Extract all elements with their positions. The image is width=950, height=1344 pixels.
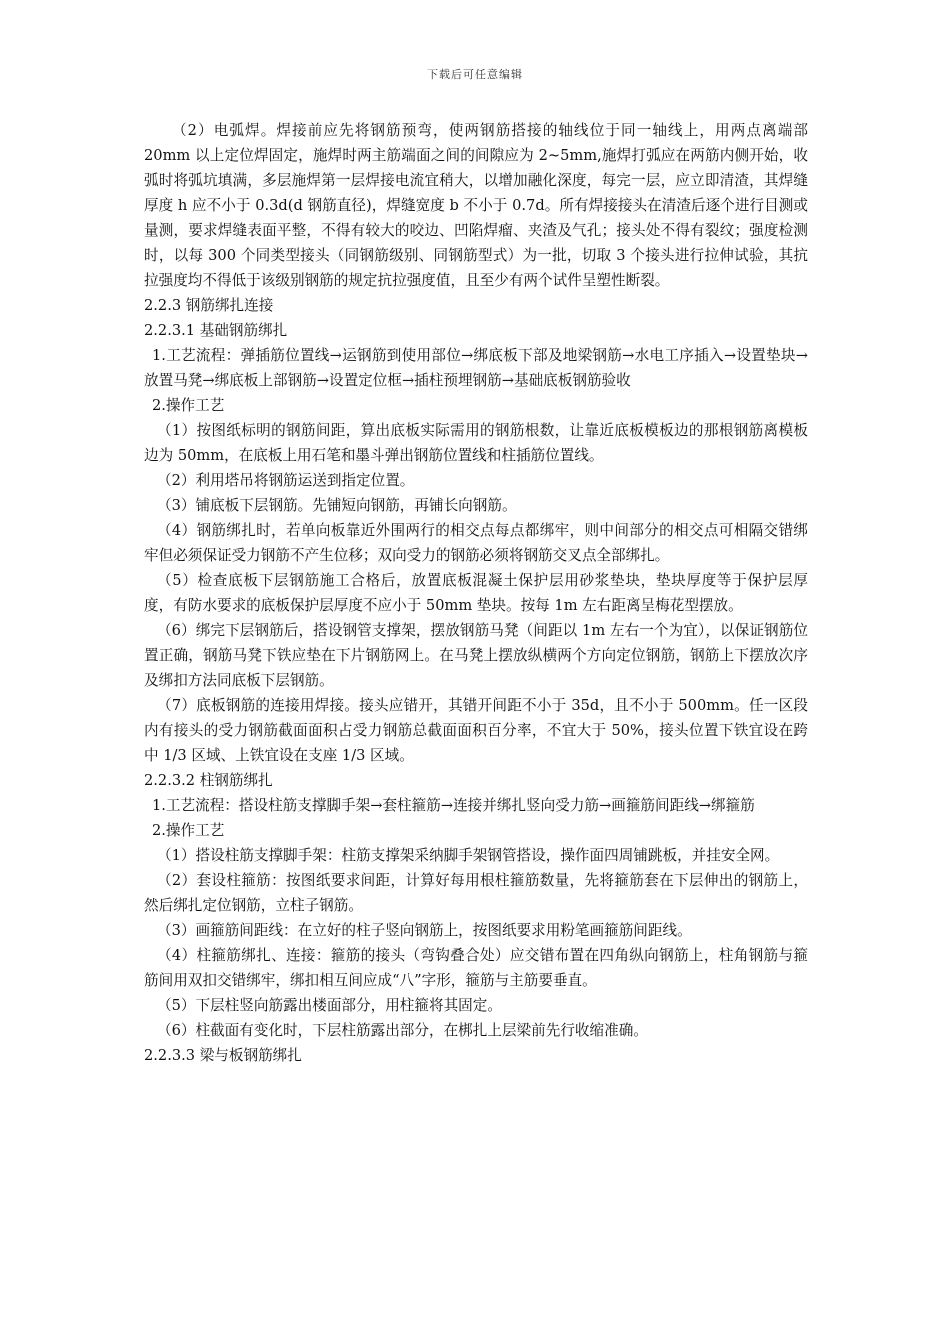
process-flow-column: 1.工艺流程：搭设柱筋支撑脚手架→套柱箍筋→连接并绑扎竖向受力筋→画箍筋间距线→绑箍筋 [152,797,755,814]
operation-heading: 2.操作工艺 [152,822,225,839]
document-body [144,118,808,1068]
list-item: （3）铺底板下层钢筋。先铺短向钢筋，再铺长向钢筋。 [157,497,517,514]
list-item: （1）搭设柱筋支撑脚手架：柱筋支撑架采纳脚手架钢管搭设，操作面四周铺跳板，并挂安全网。 [157,847,780,864]
list-item: （6）绑完下层钢筋后，搭设钢管支撑架，摆放钢筋马凳（间距以 1m 左右一个为宜），以保证钢筋位置正确，钢筋马凳下铁应垫在下片钢筋网上。在马凳上摆放纵横两个方向定位钢筋，钢筋上下摆放次序及绑扣方法同底板下层钢筋。 [144,622,808,689]
list-item: （5）下层柱竖向筋露出楼面部分，用柱箍将其固定。 [157,997,502,1014]
page-header: 下载后可任意编辑 [427,68,523,81]
list-item: （3）画箍筋间距线：在立好的柱子竖向钢筋上，按图纸要求用粉笔画箍筋间距线。 [157,922,692,939]
subsection-heading-2-2-3-2: 2.2.3.2 柱钢筋绑扎 [144,772,273,789]
list-item: （4）柱箍筋绑扎、连接：箍筋的接头（弯钩叠合处）应交错布置在四角纵向钢筋上，柱角钢筋与箍筋间用双扣交错绑牢，绑扣相互间应成“八”字形，箍筋与主筋要垂直。 [144,947,808,989]
list-item: （6）柱截面有变化时，下层柱筋露出部分，在梆扎上层梁前先行收缩准确。 [157,1022,648,1039]
list-item: （5）检查底板下层钢筋施工合格后，放置底板混凝土保护层用砂浆垫块，垫块厚度等于保护层厚度，有防水要求的底板保护层厚度不应小于 50mm 垫块。按每 1m 左右距离呈梅花型摆放。 [144,572,808,614]
list-item: （2）套设柱箍筋：按图纸要求间距，计算好每用根柱箍筋数量，先将箍筋套在下层伸出的钢筋上，然后绑扎定位钢筋，立柱子钢筋。 [144,872,808,914]
subsection-heading-2-2-3-1: 2.2.3.1 基础钢筋绑扎 [144,322,288,339]
list-item: （1）按图纸标明的钢筋间距，算出底板实际需用的钢筋根数，让靠近底板模板边的那根钢筋离模板边为 50mm，在底板上用石笔和墨斗弹出钢筋位置线和柱插筋位置线。 [144,422,808,464]
section-heading-2-2-3: 2.2.3 钢筋绑扎连接 [144,297,274,314]
process-flow-foundation: 1.工艺流程：弹插筋位置线→运钢筋到使用部位→绑底板下部及地梁钢筋→水电工序插入→设置垫块→放置马凳→绑底板上部钢筋→设置定位框→插柱预埋钢筋→基础底板钢筋验收 [144,347,808,389]
list-item: （2）利用塔吊将钢筋运送到指定位置。 [157,472,415,489]
list-item: （4）钢筋绑扎时，若单向板靠近外围两行的相交点每点都绑牢，则中间部分的相交点可相隔交错绑牢但必须保证受力钢筋不产生位移；双向受力的钢筋必须将钢筋交叉点全部绑扎。 [144,522,808,564]
paragraph-arc-welding: （2）电弧焊。焊接前应先将钢筋预弯，使两钢筋搭接的轴线位于同一轴线上，用两点离端部 20mm 以上定位焊固定，施焊时两主筋端面之间的间隙应为 2~5mm,施焊打弧应在两筋内侧开始，收弧时将弧坑填满，多层施焊第一层焊接电流宜稍大，以增加融化深度，每完一层，应立即清渣，其焊缝厚度 h 应不小于 0.3d(d 钢筋直径)，焊缝宽度 b 不小于 0.7d。所有焊接接头在清渣后逐个进行目测或量测，要求焊缝表面平整，不得有较大的咬边、凹陷焊瘤、夹渣及气孔；接头处不得有裂纹；强度检测时，以每 300 个同类型接头（同钢筋级别、同钢筋型式）为一批，切取 3 个接头进行拉伸试验，其抗拉强度均不得低于该级别钢筋的规定抗拉强度值，且至少有两个试件呈塑性断裂。 [144,122,808,289]
list-item: （7）底板钢筋的连接用焊接。接头应错开，其错开间距不小于 35d，且不小于 500mm。任一区段内有接头的受力钢筋截面面积占受力钢筋总截面面积百分率，不宜大于 50%，接头位置下铁宜设在跨中 1/3 区域、上铁宜设在支座 1/3 区域。 [144,697,808,764]
subsection-heading-2-2-3-3: 2.2.3.3 梁与板钢筋绑扎 [144,1047,302,1064]
operation-heading: 2.操作工艺 [152,397,225,414]
